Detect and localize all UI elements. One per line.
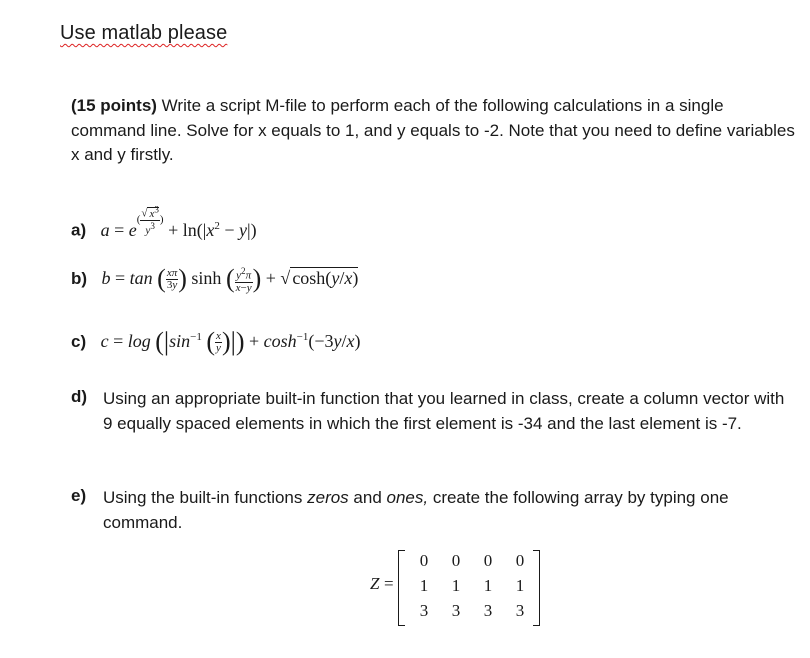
matrix-cell: 1 [451,575,461,595]
part-c-label: c) [71,332,87,351]
part-e-text: Using the built-in functions zeros and ones, create the following array by typing one command. [103,488,729,532]
matrix-values [408,548,536,623]
matrix-cell: 0 [483,550,493,570]
part-e-label: e) [71,486,87,505]
equation-a: a = e( $\frac{√ x^3}{y^3}$ ) + $\ln(|x^2 - y|)$ [100,204,257,240]
part-b-label: b) [71,269,88,288]
equation-b: b = tan ( $\frac{x\pi}{3y}$ ) sinh ( $\frac{y^2\pi}{x-y}$ ) + √ cosh(y/x) [101,264,359,294]
assignment-header: Use matlab please [60,22,228,44]
part-a-label: a) [71,220,87,240]
zeros-keyword: zeros [307,488,349,507]
ones-keyword: ones, [386,488,429,507]
matrix-cell: 3 [451,600,461,620]
matrix-cell: 0 [451,550,461,570]
part-b [71,264,358,294]
matrix-cell: 3 [419,600,429,620]
matrix-cell: 3 [515,600,525,620]
problem-intro [71,94,796,168]
matrix-cell: 0 [515,550,525,570]
matrix-cell: 1 [483,575,493,595]
equation-c: $c = \log (|\sin^{-1}$ ( $\frac{x}{y}$ )|) + $\cosh^{-1}(-3y/x)$ [100,327,361,356]
matrix-cell: 0 [419,550,429,570]
part-d-label: d) [71,387,88,406]
matrix-cell: 1 [419,575,429,595]
part-c [71,327,361,357]
matrix-cell: 3 [483,600,493,620]
part-d-text: Using an appropriate built-in function that you learned in class, create a column vector with 9 equally spaced elements in which the first element is -34 and the last element is -7. [103,389,785,433]
matrix-name: Z [370,574,380,593]
part-a [71,204,257,241]
points-label: (15 points) [71,96,157,115]
matrix-cell: 1 [515,575,525,595]
intro-text: Write a script M-file to perform each of the following calculations in a single command line. Solve for x equals to 1, and y equals to -2. Note that you need to define variables x and y firstly. [71,96,795,164]
